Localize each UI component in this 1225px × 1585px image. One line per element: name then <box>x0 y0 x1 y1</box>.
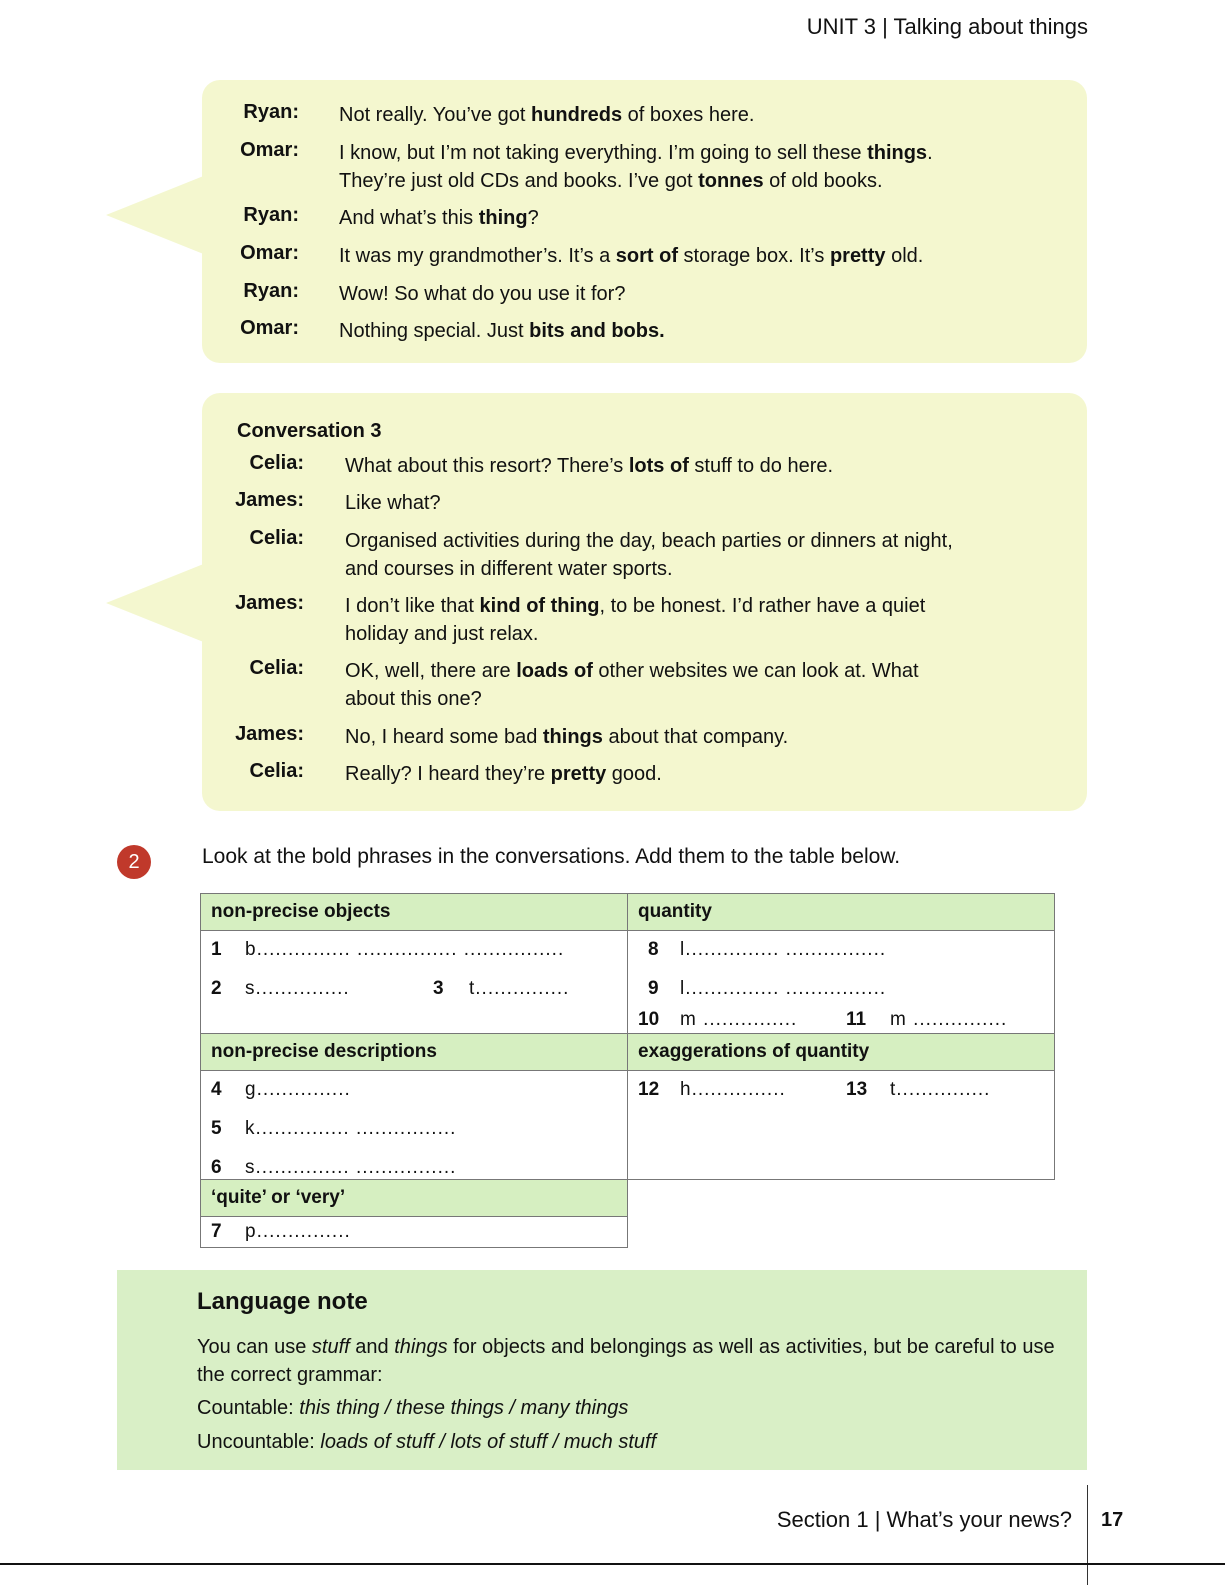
answer-gap-3[interactable]: t............... <box>469 978 570 999</box>
conversation-3-bubble <box>202 393 1087 811</box>
exaggerations-cell <box>628 1071 1055 1180</box>
dialogue-line: I don’t like that kind of thing, to be honest. I’d rather have a quiet holiday and just relax. <box>345 595 926 645</box>
header-quantity: quantity <box>628 894 1055 931</box>
item-number: 3 <box>433 978 444 999</box>
answer-gap-10[interactable]: m ............... <box>680 1009 798 1030</box>
speaker: Ryan: <box>243 204 299 226</box>
speaker: Celia: <box>249 760 304 782</box>
speaker: James: <box>235 489 304 511</box>
answer-gap-13[interactable]: t............... <box>890 1079 991 1100</box>
answer-gap-6[interactable]: s............... ................ <box>245 1157 457 1178</box>
answer-gap-7[interactable]: p............... <box>245 1221 351 1242</box>
dialogue-line: And what’s this thing? <box>339 207 539 229</box>
item-number: 11 <box>846 1009 867 1030</box>
dialogue-line: Wow! So what do you use it for? <box>339 283 626 305</box>
answer-gap-4[interactable]: g............... <box>245 1079 351 1100</box>
item-number: 10 <box>638 1009 660 1030</box>
footer-divider <box>1087 1485 1088 1585</box>
language-note-text: You can use stuff and things for objects and belongings as well as activities, but be careful to use the correct grammar: <box>197 1336 1055 1386</box>
answer-gap-2[interactable]: s............... <box>245 978 350 999</box>
unit-header: UNIT 3 | Talking about things <box>806 14 1088 39</box>
answer-gap-9[interactable]: l............... ................ <box>680 978 887 999</box>
item-number: 13 <box>846 1079 868 1100</box>
dialogue-line: Organised activities during the day, beach parties or dinners at night, and courses in different water sports. <box>345 530 953 580</box>
page-bottom-rule <box>0 1563 1225 1565</box>
speaker: Omar: <box>240 317 299 339</box>
speaker: Omar: <box>240 242 299 264</box>
header-exaggerations: exaggerations of quantity <box>628 1034 1055 1071</box>
dialogue-line: Like what? <box>345 492 441 514</box>
descriptions-cell <box>201 1071 628 1180</box>
item-number: 7 <box>211 1221 222 1242</box>
dialogue-line: OK, well, there are loads of other websites we can look at. What about this one? <box>345 660 919 710</box>
language-note-countable: Countable: this thing / these things / many things <box>197 1397 629 1419</box>
page-number: 17 <box>1101 1509 1124 1531</box>
objects-cell <box>201 931 628 1034</box>
speaker: Ryan: <box>243 101 299 123</box>
speech-bubble-tail <box>106 175 206 255</box>
dialogue-line: Really? I heard they’re pretty good. <box>345 763 662 785</box>
dialogue-line: It was my grandmother’s. It’s a sort of storage box. It’s pretty old. <box>339 245 924 267</box>
exercise-instruction: Look at the bold phrases in the conversations. Add them to the table below. <box>202 845 901 868</box>
exercise-number-badge: 2 <box>117 845 151 879</box>
speaker: Ryan: <box>243 280 299 302</box>
speaker: Omar: <box>240 139 299 161</box>
item-number: 1 <box>211 939 222 960</box>
quantity-cell <box>628 931 1055 1034</box>
language-note-box <box>117 1270 1087 1470</box>
item-number: 8 <box>648 939 659 960</box>
answer-gap-1[interactable]: b............... ................ ................ <box>245 939 565 960</box>
header-non-precise-descriptions: non-precise descriptions <box>201 1034 628 1071</box>
item-number: 9 <box>648 978 659 999</box>
header-quite-or-very: ‘quite’ or ‘very’ <box>201 1180 628 1217</box>
item-number: 6 <box>211 1157 222 1178</box>
dialogue-line: No, I heard some bad things about that company. <box>345 726 789 748</box>
item-number: 5 <box>211 1118 222 1139</box>
answer-gap-8[interactable]: l............... ................ <box>680 939 887 960</box>
vocabulary-table <box>200 893 1055 1248</box>
conversation-2-bubble <box>202 80 1087 363</box>
dialogue-line: Not really. You’ve got hundreds of boxes here. <box>339 104 755 126</box>
item-number: 4 <box>211 1079 222 1100</box>
dialogue-line: What about this resort? There’s lots of stuff to do here. <box>345 455 834 477</box>
answer-gap-5[interactable]: k............... ................ <box>245 1118 457 1139</box>
item-number: 12 <box>638 1079 660 1100</box>
speaker: James: <box>235 723 304 745</box>
dialogue-line: Nothing special. Just bits and bobs. <box>339 320 665 342</box>
quite-very-cell <box>201 1217 628 1248</box>
conversation-title: Conversation 3 <box>237 420 382 442</box>
speaker: Celia: <box>249 527 304 549</box>
section-footer: Section 1 | What’s your news? <box>776 1507 1072 1532</box>
header-non-precise-objects: non-precise objects <box>201 894 628 931</box>
answer-gap-11[interactable]: m ............... <box>890 1009 1008 1030</box>
language-note-title: Language note <box>197 1288 368 1315</box>
speaker: Celia: <box>249 657 304 679</box>
language-note-uncountable: Uncountable: loads of stuff / lots of stuff / much stuff <box>197 1431 657 1453</box>
speaker: James: <box>235 592 304 614</box>
speech-bubble-tail <box>106 563 206 643</box>
answer-gap-12[interactable]: h............... <box>680 1079 786 1100</box>
dialogue-line: I know, but I’m not taking everything. I’m going to sell these things. They’re just old CDs and books. I’ve got tonnes of old books. <box>339 142 933 192</box>
speaker: Celia: <box>249 452 304 474</box>
item-number: 2 <box>211 978 222 999</box>
